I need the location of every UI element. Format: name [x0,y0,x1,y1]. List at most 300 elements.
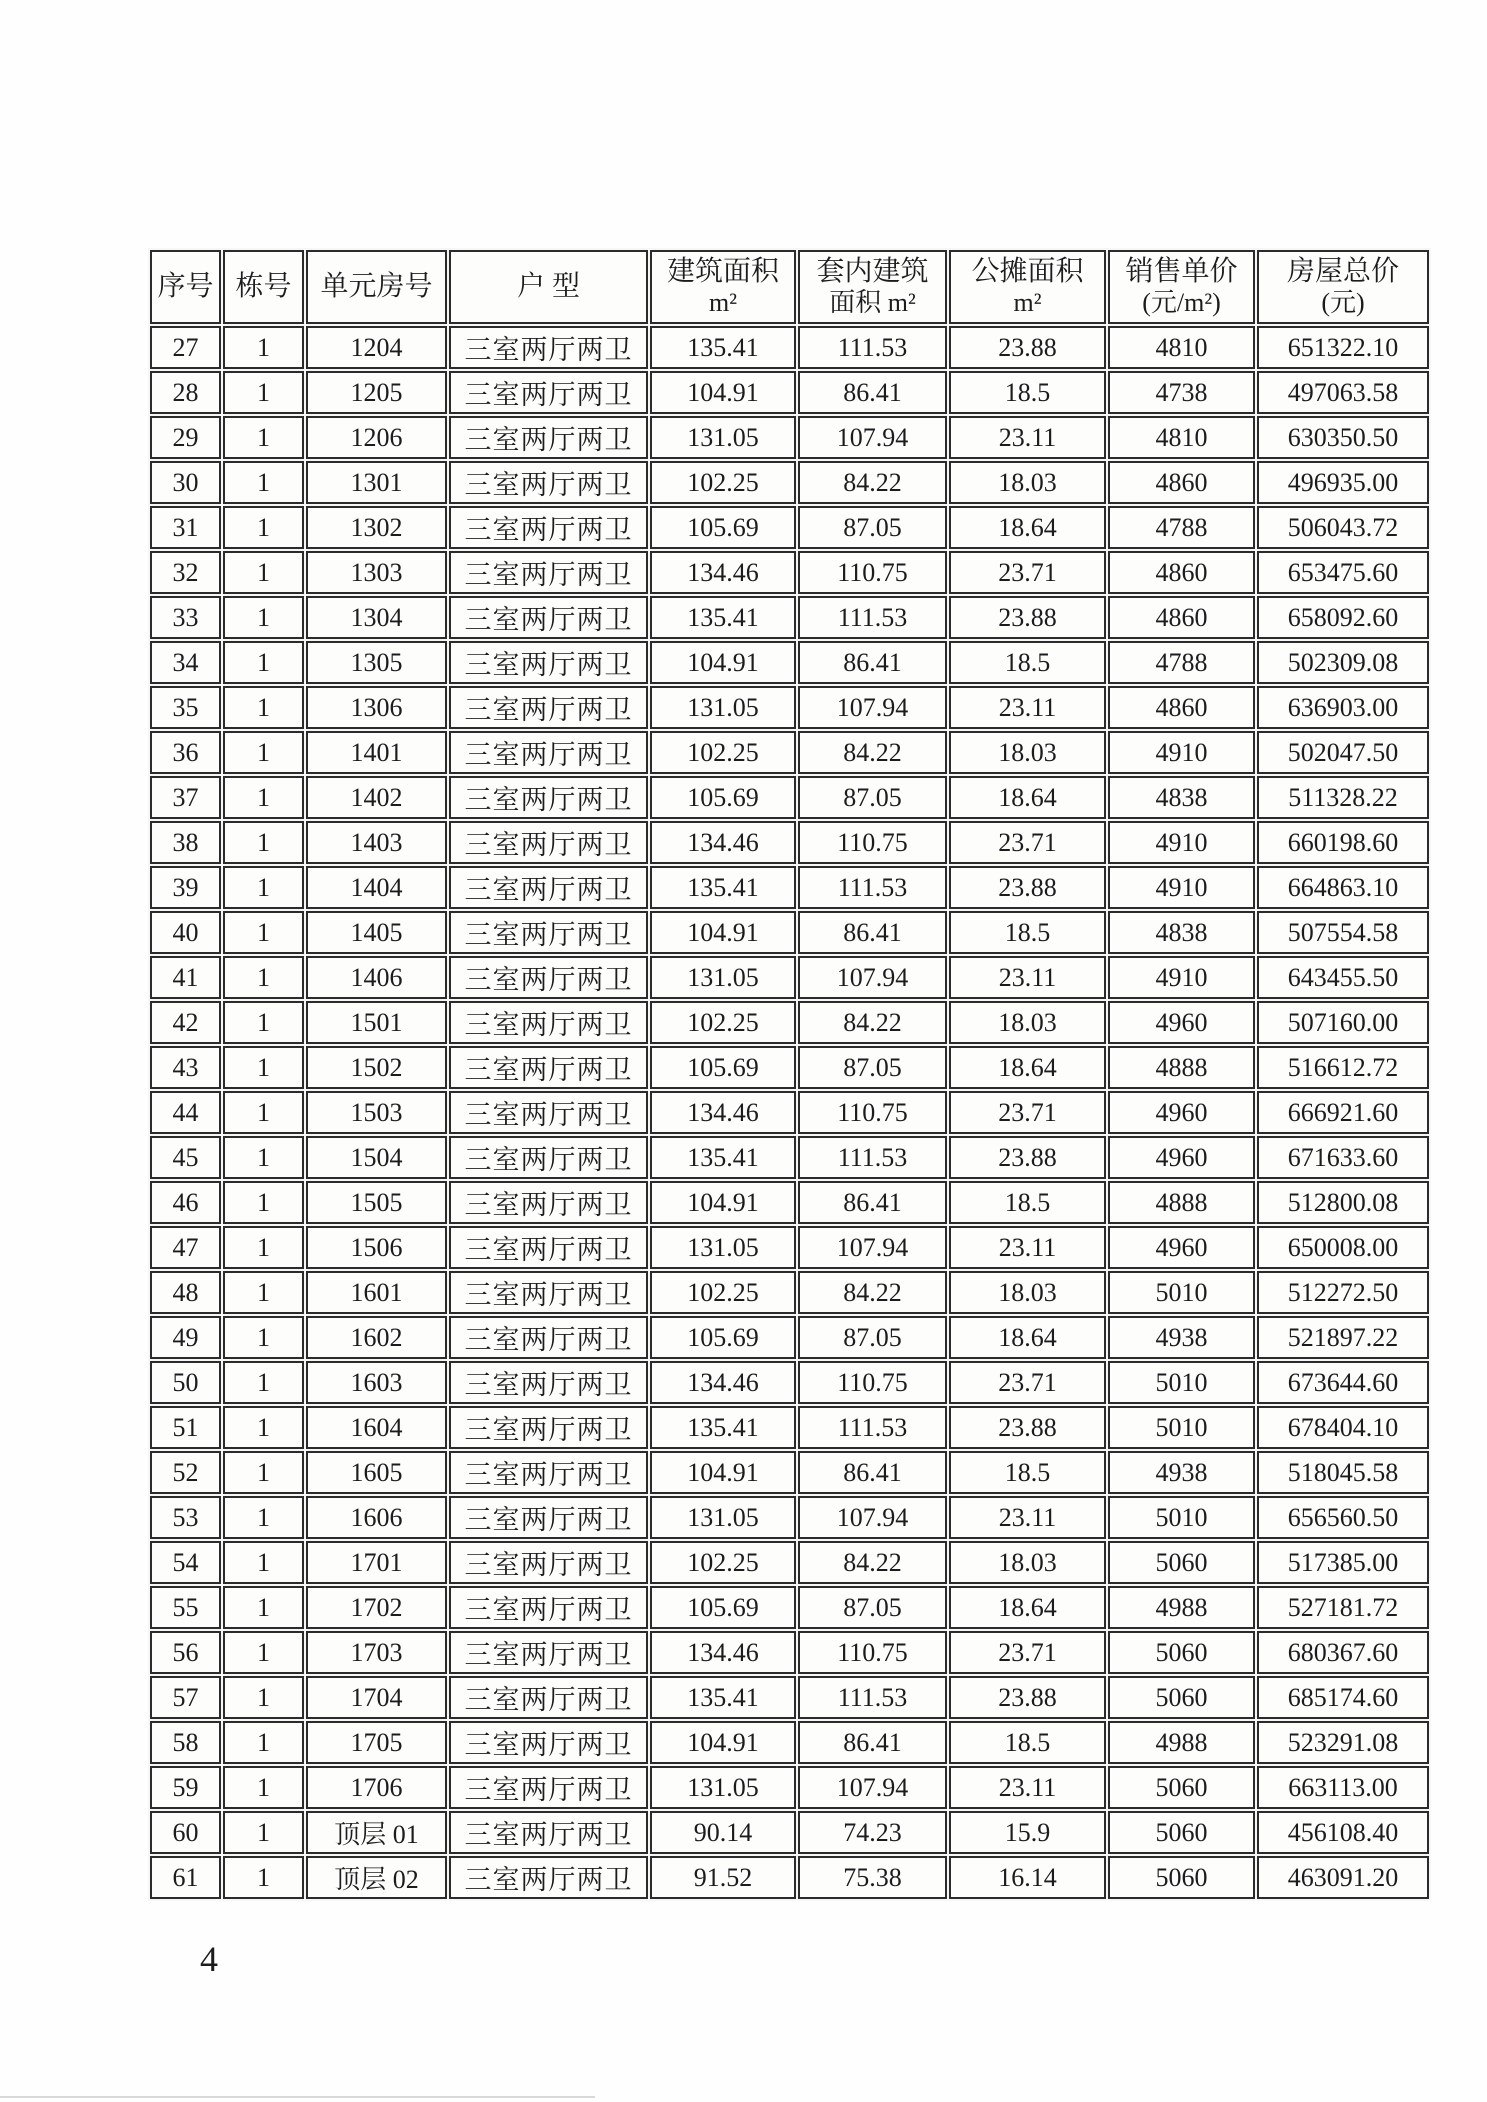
cell-area: 104.91 [650,1721,796,1764]
cell-building: 1 [223,731,304,774]
cell-serial: 36 [150,731,221,774]
cell-area: 91.52 [650,1856,796,1899]
cell-layout: 三室两厅两卫 [449,1541,648,1584]
table-row [150,416,1429,459]
cell-unit: 1702 [306,1586,447,1629]
cell-shared: 23.88 [949,326,1106,369]
cell-layout: 三室两厅两卫 [449,506,648,549]
cell-unit_price: 4838 [1108,776,1255,819]
cell-shared: 23.11 [949,1226,1106,1269]
cell-unit: 1601 [306,1271,447,1314]
cell-total_price: 512272.50 [1257,1271,1429,1314]
housing-price-table [148,248,1431,1901]
cell-shared: 18.03 [949,461,1106,504]
table-row [150,1676,1429,1719]
cell-inner: 110.75 [798,551,947,594]
table-header-row [150,250,1429,324]
cell-serial: 38 [150,821,221,864]
table-row [150,866,1429,909]
cell-layout: 三室两厅两卫 [449,731,648,774]
cell-shared: 23.88 [949,1406,1106,1449]
column-header-shared: 公摊面积 m² [949,250,1106,324]
cell-shared: 18.64 [949,1316,1106,1359]
cell-building: 1 [223,1181,304,1224]
cell-total_price: 653475.60 [1257,551,1429,594]
cell-building: 1 [223,1361,304,1404]
cell-serial: 55 [150,1586,221,1629]
cell-unit_price: 4960 [1108,1136,1255,1179]
cell-inner: 86.41 [798,371,947,414]
column-header-layout: 户 型 [449,250,648,324]
cell-layout: 三室两厅两卫 [449,641,648,684]
cell-unit_price: 4938 [1108,1451,1255,1494]
cell-unit_price: 4988 [1108,1721,1255,1764]
cell-layout: 三室两厅两卫 [449,776,648,819]
cell-unit: 1605 [306,1451,447,1494]
cell-unit: 1703 [306,1631,447,1674]
table-row [150,1721,1429,1764]
cell-unit_price: 5060 [1108,1676,1255,1719]
cell-shared: 18.03 [949,1271,1106,1314]
cell-total_price: 507160.00 [1257,1001,1429,1044]
cell-inner: 111.53 [798,866,947,909]
table-row [150,1001,1429,1044]
cell-unit_price: 4860 [1108,686,1255,729]
cell-area: 102.25 [650,731,796,774]
cell-layout: 三室两厅两卫 [449,1316,648,1359]
cell-unit: 1405 [306,911,447,954]
cell-unit_price: 4738 [1108,371,1255,414]
cell-layout: 三室两厅两卫 [449,416,648,459]
cell-inner: 110.75 [798,1631,947,1674]
cell-unit: 顶层 01 [306,1811,447,1854]
cell-area: 104.91 [650,1181,796,1224]
cell-inner: 107.94 [798,956,947,999]
cell-unit_price: 4910 [1108,866,1255,909]
cell-serial: 61 [150,1856,221,1899]
cell-layout: 三室两厅两卫 [449,1001,648,1044]
cell-area: 135.41 [650,866,796,909]
cell-serial: 31 [150,506,221,549]
cell-unit_price: 5060 [1108,1856,1255,1899]
cell-unit: 1506 [306,1226,447,1269]
cell-total_price: 636903.00 [1257,686,1429,729]
cell-inner: 84.22 [798,1541,947,1584]
cell-building: 1 [223,1721,304,1764]
cell-inner: 110.75 [798,1091,947,1134]
cell-serial: 32 [150,551,221,594]
cell-layout: 三室两厅两卫 [449,596,648,639]
cell-inner: 111.53 [798,1406,947,1449]
cell-layout: 三室两厅两卫 [449,1766,648,1809]
cell-area: 134.46 [650,821,796,864]
cell-building: 1 [223,1811,304,1854]
cell-total_price: 630350.50 [1257,416,1429,459]
cell-unit: 1406 [306,956,447,999]
cell-unit_price: 5010 [1108,1361,1255,1404]
cell-building: 1 [223,461,304,504]
cell-unit_price: 4860 [1108,596,1255,639]
cell-unit_price: 4888 [1108,1181,1255,1224]
cell-unit: 1205 [306,371,447,414]
cell-serial: 33 [150,596,221,639]
cell-serial: 43 [150,1046,221,1089]
cell-building: 1 [223,326,304,369]
cell-inner: 87.05 [798,776,947,819]
cell-unit: 1603 [306,1361,447,1404]
cell-inner: 111.53 [798,596,947,639]
cell-building: 1 [223,1001,304,1044]
cell-building: 1 [223,956,304,999]
cell-total_price: 506043.72 [1257,506,1429,549]
cell-shared: 18.64 [949,1586,1106,1629]
cell-inner: 110.75 [798,1361,947,1404]
cell-building: 1 [223,1541,304,1584]
column-header-unit: 单元房号 [306,250,447,324]
cell-unit_price: 4860 [1108,461,1255,504]
cell-building: 1 [223,1316,304,1359]
cell-serial: 40 [150,911,221,954]
cell-unit_price: 4838 [1108,911,1255,954]
table-row [150,1496,1429,1539]
cell-shared: 23.71 [949,1091,1106,1134]
cell-total_price: 656560.50 [1257,1496,1429,1539]
cell-serial: 56 [150,1631,221,1674]
cell-inner: 111.53 [798,1136,947,1179]
cell-inner: 84.22 [798,1001,947,1044]
cell-serial: 51 [150,1406,221,1449]
cell-unit: 1501 [306,1001,447,1044]
cell-inner: 87.05 [798,506,947,549]
cell-area: 105.69 [650,776,796,819]
cell-inner: 110.75 [798,821,947,864]
table-row [150,1631,1429,1674]
cell-area: 134.46 [650,1361,796,1404]
cell-total_price: 497063.58 [1257,371,1429,414]
cell-unit: 1503 [306,1091,447,1134]
cell-area: 131.05 [650,1766,796,1809]
cell-shared: 23.88 [949,866,1106,909]
cell-unit_price: 5060 [1108,1766,1255,1809]
cell-shared: 16.14 [949,1856,1106,1899]
cell-area: 90.14 [650,1811,796,1854]
cell-unit: 1705 [306,1721,447,1764]
cell-area: 135.41 [650,596,796,639]
cell-layout: 三室两厅两卫 [449,1046,648,1089]
cell-shared: 23.71 [949,1631,1106,1674]
cell-inner: 111.53 [798,326,947,369]
cell-total_price: 663113.00 [1257,1766,1429,1809]
cell-inner: 107.94 [798,416,947,459]
cell-layout: 三室两厅两卫 [449,461,648,504]
column-header-serial: 序号 [150,250,221,324]
cell-unit_price: 4988 [1108,1586,1255,1629]
cell-serial: 39 [150,866,221,909]
cell-shared: 23.11 [949,1496,1106,1539]
table-row [150,1811,1429,1854]
cell-total_price: 521897.22 [1257,1316,1429,1359]
cell-unit_price: 4960 [1108,1226,1255,1269]
cell-shared: 23.11 [949,956,1106,999]
cell-total_price: 643455.50 [1257,956,1429,999]
cell-unit_price: 4788 [1108,641,1255,684]
cell-serial: 49 [150,1316,221,1359]
table-row [150,1586,1429,1629]
cell-layout: 三室两厅两卫 [449,1496,648,1539]
cell-serial: 27 [150,326,221,369]
cell-unit_price: 4810 [1108,326,1255,369]
cell-area: 134.46 [650,551,796,594]
cell-unit: 1206 [306,416,447,459]
cell-unit: 1502 [306,1046,447,1089]
table-row [150,1316,1429,1359]
cell-building: 1 [223,776,304,819]
column-header-inner: 套内建筑 面积 m² [798,250,947,324]
cell-serial: 44 [150,1091,221,1134]
cell-serial: 29 [150,416,221,459]
table-body [150,326,1429,1899]
cell-building: 1 [223,1496,304,1539]
cell-unit: 1505 [306,1181,447,1224]
cell-inner: 84.22 [798,461,947,504]
cell-total_price: 666921.60 [1257,1091,1429,1134]
cell-layout: 三室两厅两卫 [449,1136,648,1179]
cell-inner: 75.38 [798,1856,947,1899]
cell-serial: 34 [150,641,221,684]
table-row [150,371,1429,414]
cell-total_price: 502309.08 [1257,641,1429,684]
cell-inner: 86.41 [798,1451,947,1494]
cell-shared: 15.9 [949,1811,1106,1854]
cell-unit: 1304 [306,596,447,639]
cell-total_price: 678404.10 [1257,1406,1429,1449]
cell-area: 134.46 [650,1631,796,1674]
cell-building: 1 [223,596,304,639]
cell-inner: 107.94 [798,1496,947,1539]
cell-shared: 18.03 [949,731,1106,774]
cell-area: 131.05 [650,686,796,729]
cell-layout: 三室两厅两卫 [449,1856,648,1899]
cell-area: 134.46 [650,1091,796,1134]
table-row [150,1046,1429,1089]
cell-shared: 18.5 [949,1451,1106,1494]
cell-building: 1 [223,641,304,684]
cell-total_price: 651322.10 [1257,326,1429,369]
cell-unit: 1403 [306,821,447,864]
cell-total_price: 650008.00 [1257,1226,1429,1269]
cell-shared: 18.5 [949,371,1106,414]
cell-inner: 84.22 [798,1271,947,1314]
cell-serial: 35 [150,686,221,729]
table-row [150,1091,1429,1134]
cell-area: 131.05 [650,1226,796,1269]
cell-layout: 三室两厅两卫 [449,1361,648,1404]
table-row [150,1856,1429,1899]
cell-layout: 三室两厅两卫 [449,1091,648,1134]
cell-total_price: 502047.50 [1257,731,1429,774]
cell-inner: 111.53 [798,1676,947,1719]
cell-area: 131.05 [650,1496,796,1539]
cell-total_price: 527181.72 [1257,1586,1429,1629]
cell-layout: 三室两厅两卫 [449,326,648,369]
table-row [150,1451,1429,1494]
cell-shared: 23.88 [949,1136,1106,1179]
cell-layout: 三室两厅两卫 [449,866,648,909]
table-row [150,596,1429,639]
cell-serial: 54 [150,1541,221,1584]
cell-serial: 46 [150,1181,221,1224]
cell-serial: 58 [150,1721,221,1764]
cell-shared: 18.64 [949,1046,1106,1089]
table-row [150,731,1429,774]
table-row [150,1361,1429,1404]
cell-serial: 57 [150,1676,221,1719]
cell-layout: 三室两厅两卫 [449,1631,648,1674]
cell-area: 102.25 [650,1001,796,1044]
cell-serial: 59 [150,1766,221,1809]
cell-building: 1 [223,1676,304,1719]
cell-unit_price: 4910 [1108,821,1255,864]
cell-total_price: 507554.58 [1257,911,1429,954]
cell-building: 1 [223,1091,304,1134]
cell-shared: 18.5 [949,1721,1106,1764]
table-row [150,461,1429,504]
table-row [150,1406,1429,1449]
cell-unit_price: 5060 [1108,1631,1255,1674]
table-row [150,326,1429,369]
cell-unit: 顶层 02 [306,1856,447,1899]
cell-building: 1 [223,1406,304,1449]
cell-unit: 1306 [306,686,447,729]
table-row [150,956,1429,999]
cell-building: 1 [223,506,304,549]
cell-shared: 23.11 [949,686,1106,729]
cell-building: 1 [223,416,304,459]
cell-layout: 三室两厅两卫 [449,686,648,729]
cell-total_price: 517385.00 [1257,1541,1429,1584]
cell-inner: 74.23 [798,1811,947,1854]
cell-unit: 1401 [306,731,447,774]
cell-serial: 50 [150,1361,221,1404]
table-row [150,776,1429,819]
cell-unit: 1706 [306,1766,447,1809]
cell-layout: 三室两厅两卫 [449,1721,648,1764]
cell-inner: 86.41 [798,1181,947,1224]
page-number: 4 [200,1939,218,1979]
cell-unit: 1402 [306,776,447,819]
cell-building: 1 [223,1271,304,1314]
cell-unit_price: 5010 [1108,1271,1255,1314]
cell-building: 1 [223,1766,304,1809]
cell-layout: 三室两厅两卫 [449,1406,648,1449]
cell-serial: 28 [150,371,221,414]
cell-area: 105.69 [650,1046,796,1089]
cell-area: 105.69 [650,1316,796,1359]
table-row [150,1271,1429,1314]
cell-inner: 107.94 [798,1226,947,1269]
cell-total_price: 523291.08 [1257,1721,1429,1764]
cell-unit_price: 5010 [1108,1406,1255,1449]
cell-unit_price: 4810 [1108,416,1255,459]
cell-serial: 37 [150,776,221,819]
cell-area: 102.25 [650,1271,796,1314]
cell-area: 131.05 [650,956,796,999]
table-row [150,686,1429,729]
cell-total_price: 680367.60 [1257,1631,1429,1674]
cell-layout: 三室两厅两卫 [449,821,648,864]
table-row [150,1136,1429,1179]
cell-building: 1 [223,1046,304,1089]
cell-serial: 52 [150,1451,221,1494]
cell-shared: 23.11 [949,416,1106,459]
cell-serial: 47 [150,1226,221,1269]
cell-building: 1 [223,821,304,864]
cell-shared: 23.88 [949,596,1106,639]
cell-unit_price: 4910 [1108,731,1255,774]
cell-inner: 87.05 [798,1046,947,1089]
cell-unit_price: 4788 [1108,506,1255,549]
cell-shared: 18.5 [949,911,1106,954]
cell-serial: 45 [150,1136,221,1179]
table-row [150,1766,1429,1809]
cell-unit: 1701 [306,1541,447,1584]
cell-area: 104.91 [650,371,796,414]
cell-inner: 84.22 [798,731,947,774]
cell-unit_price: 4938 [1108,1316,1255,1359]
cell-inner: 87.05 [798,1586,947,1629]
cell-area: 131.05 [650,416,796,459]
cell-unit: 1604 [306,1406,447,1449]
cell-inner: 87.05 [798,1316,947,1359]
cell-unit: 1602 [306,1316,447,1359]
cell-shared: 23.11 [949,1766,1106,1809]
cell-layout: 三室两厅两卫 [449,1271,648,1314]
cell-area: 104.91 [650,641,796,684]
cell-shared: 18.03 [949,1001,1106,1044]
table-row [150,506,1429,549]
cell-shared: 18.64 [949,776,1106,819]
cell-total_price: 511328.22 [1257,776,1429,819]
column-header-building: 栋号 [223,250,304,324]
cell-inner: 86.41 [798,911,947,954]
cell-shared: 18.64 [949,506,1106,549]
table-row [150,551,1429,594]
cell-unit: 1204 [306,326,447,369]
cell-total_price: 516612.72 [1257,1046,1429,1089]
cell-total_price: 496935.00 [1257,461,1429,504]
cell-building: 1 [223,866,304,909]
cell-unit_price: 5010 [1108,1496,1255,1539]
cell-serial: 41 [150,956,221,999]
cell-area: 135.41 [650,1406,796,1449]
cell-layout: 三室两厅两卫 [449,371,648,414]
cell-area: 135.41 [650,1136,796,1179]
cell-area: 135.41 [650,1676,796,1719]
cell-unit: 1301 [306,461,447,504]
cell-shared: 23.71 [949,1361,1106,1404]
cell-total_price: 456108.40 [1257,1811,1429,1854]
cell-shared: 18.03 [949,1541,1106,1584]
cell-building: 1 [223,686,304,729]
cell-serial: 30 [150,461,221,504]
cell-area: 135.41 [650,326,796,369]
cell-total_price: 463091.20 [1257,1856,1429,1899]
scan-artifact-line [0,2096,595,2098]
cell-layout: 三室两厅两卫 [449,956,648,999]
cell-building: 1 [223,1586,304,1629]
cell-building: 1 [223,1856,304,1899]
cell-building: 1 [223,911,304,954]
